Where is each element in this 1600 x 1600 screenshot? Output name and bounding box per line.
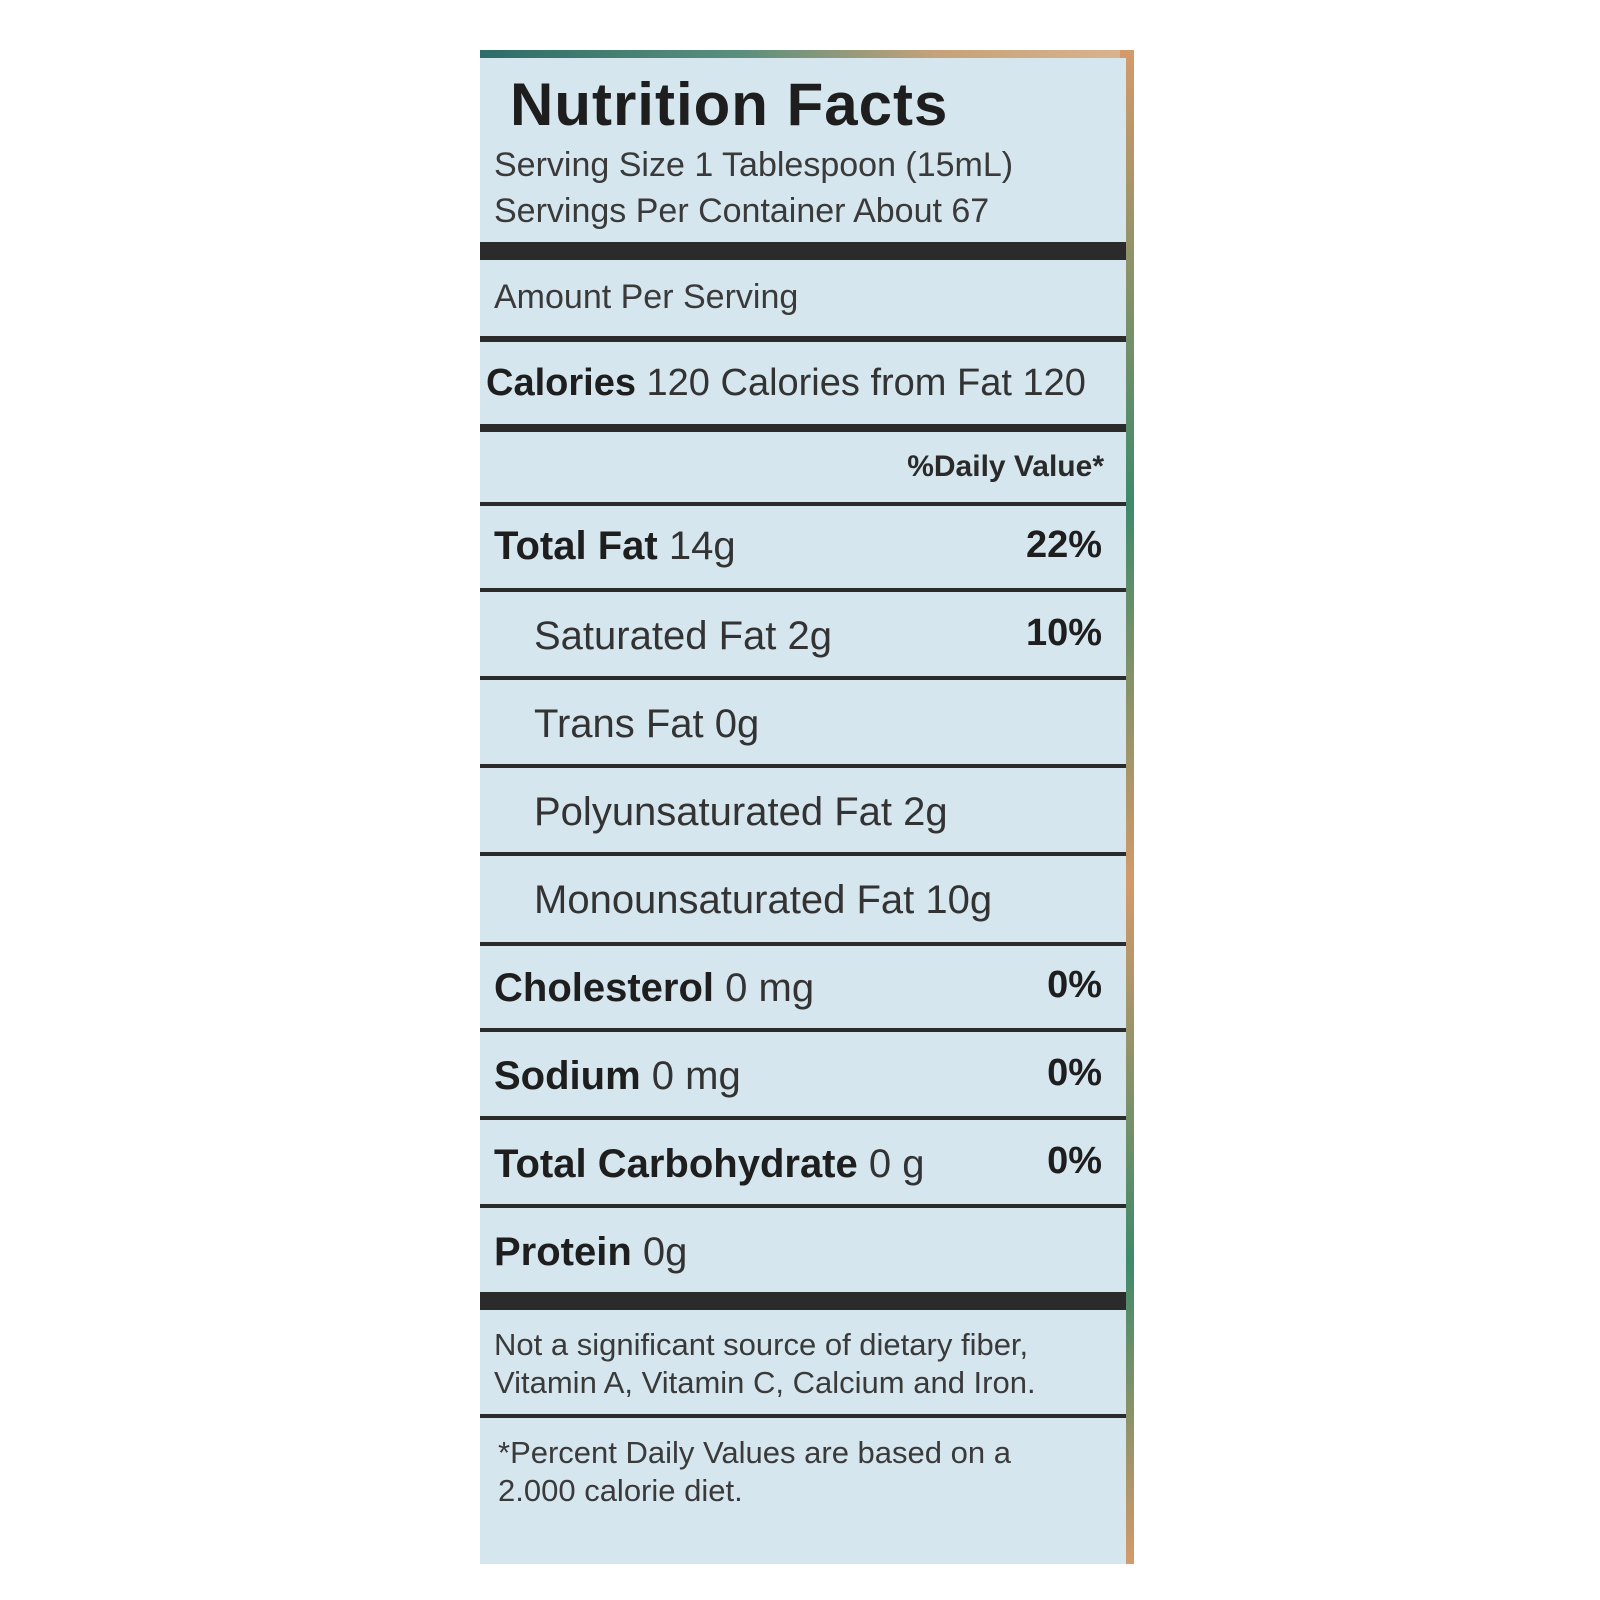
nutrient-amount: 0 mg [725,966,815,1010]
nutrient-row [480,680,1126,764]
nutrient-name: Trans Fat 0g [534,702,760,746]
calories-from-fat: Calories from Fat 120 [720,362,1086,404]
nutrient-percent: 0% [1047,1140,1102,1182]
header-block [480,58,1126,242]
divider [480,424,1126,432]
serving-size: Serving Size 1 Tablespoon (15mL) [494,146,1014,184]
footnote-line: Vitamin A, Vitamin C, Calcium and Iron. [494,1365,1036,1400]
calories-value: 120 [646,362,710,404]
calories-label: Calories [486,362,636,404]
nutrient-percent: 22% [1025,524,1102,566]
footnote-line: *Percent Daily Values are based on a [498,1435,1011,1470]
daily-value-header: %Daily Value* [907,450,1104,483]
thick-divider [480,242,1126,260]
nutrient-row [480,506,1126,588]
label-title: Nutrition Facts [510,71,949,138]
amount-per-serving: Amount Per Serving [494,278,799,316]
nutrient-name: Protein [494,1230,632,1274]
nutrient-amount: 14g [668,524,736,568]
thick-divider [480,1292,1126,1310]
nutrient-row [480,1032,1126,1116]
nutrient-name: Sodium [494,1054,641,1098]
nutrient-name: Monounsaturated Fat 10g [534,878,993,922]
nutrient-name: Total Carbohydrate [494,1142,858,1186]
nutrient-name: Cholesterol [494,966,715,1010]
calories-row [480,342,1126,424]
nutrient-name: Saturated Fat 2g [534,614,832,658]
footnote-line: 2.000 calorie diet. [498,1473,743,1508]
nutrient-row [480,946,1126,1028]
footnote-line: Not a significant source of dietary fiber, [494,1327,1029,1362]
nutrient-percent: 0% [1047,1052,1102,1094]
nutrient-row [480,1208,1126,1292]
nutrient-amount: 0 mg [651,1054,741,1098]
footnote-source-block [480,1310,1126,1414]
amount-per-serving-row [480,260,1126,336]
nutrient-amount: 0g [642,1230,688,1274]
nutrient-amount: 0 g [868,1142,925,1186]
nutrient-percent: 0% [1047,964,1102,1006]
nutrition-facts-label [480,58,1126,1564]
nutrient-row [480,768,1126,852]
nutrient-row [480,592,1126,676]
servings-per-container: Servings Per Container About 67 [494,192,990,230]
nutrient-percent: 10% [1025,612,1102,654]
daily-value-header-row [480,432,1126,502]
nutrient-name: Polyunsaturated Fat 2g [534,790,948,834]
nutrient-row [480,856,1126,942]
footnote-dv-block [480,1418,1126,1564]
nutrient-row [480,1120,1126,1204]
nutrient-name: Total Fat [494,524,658,568]
